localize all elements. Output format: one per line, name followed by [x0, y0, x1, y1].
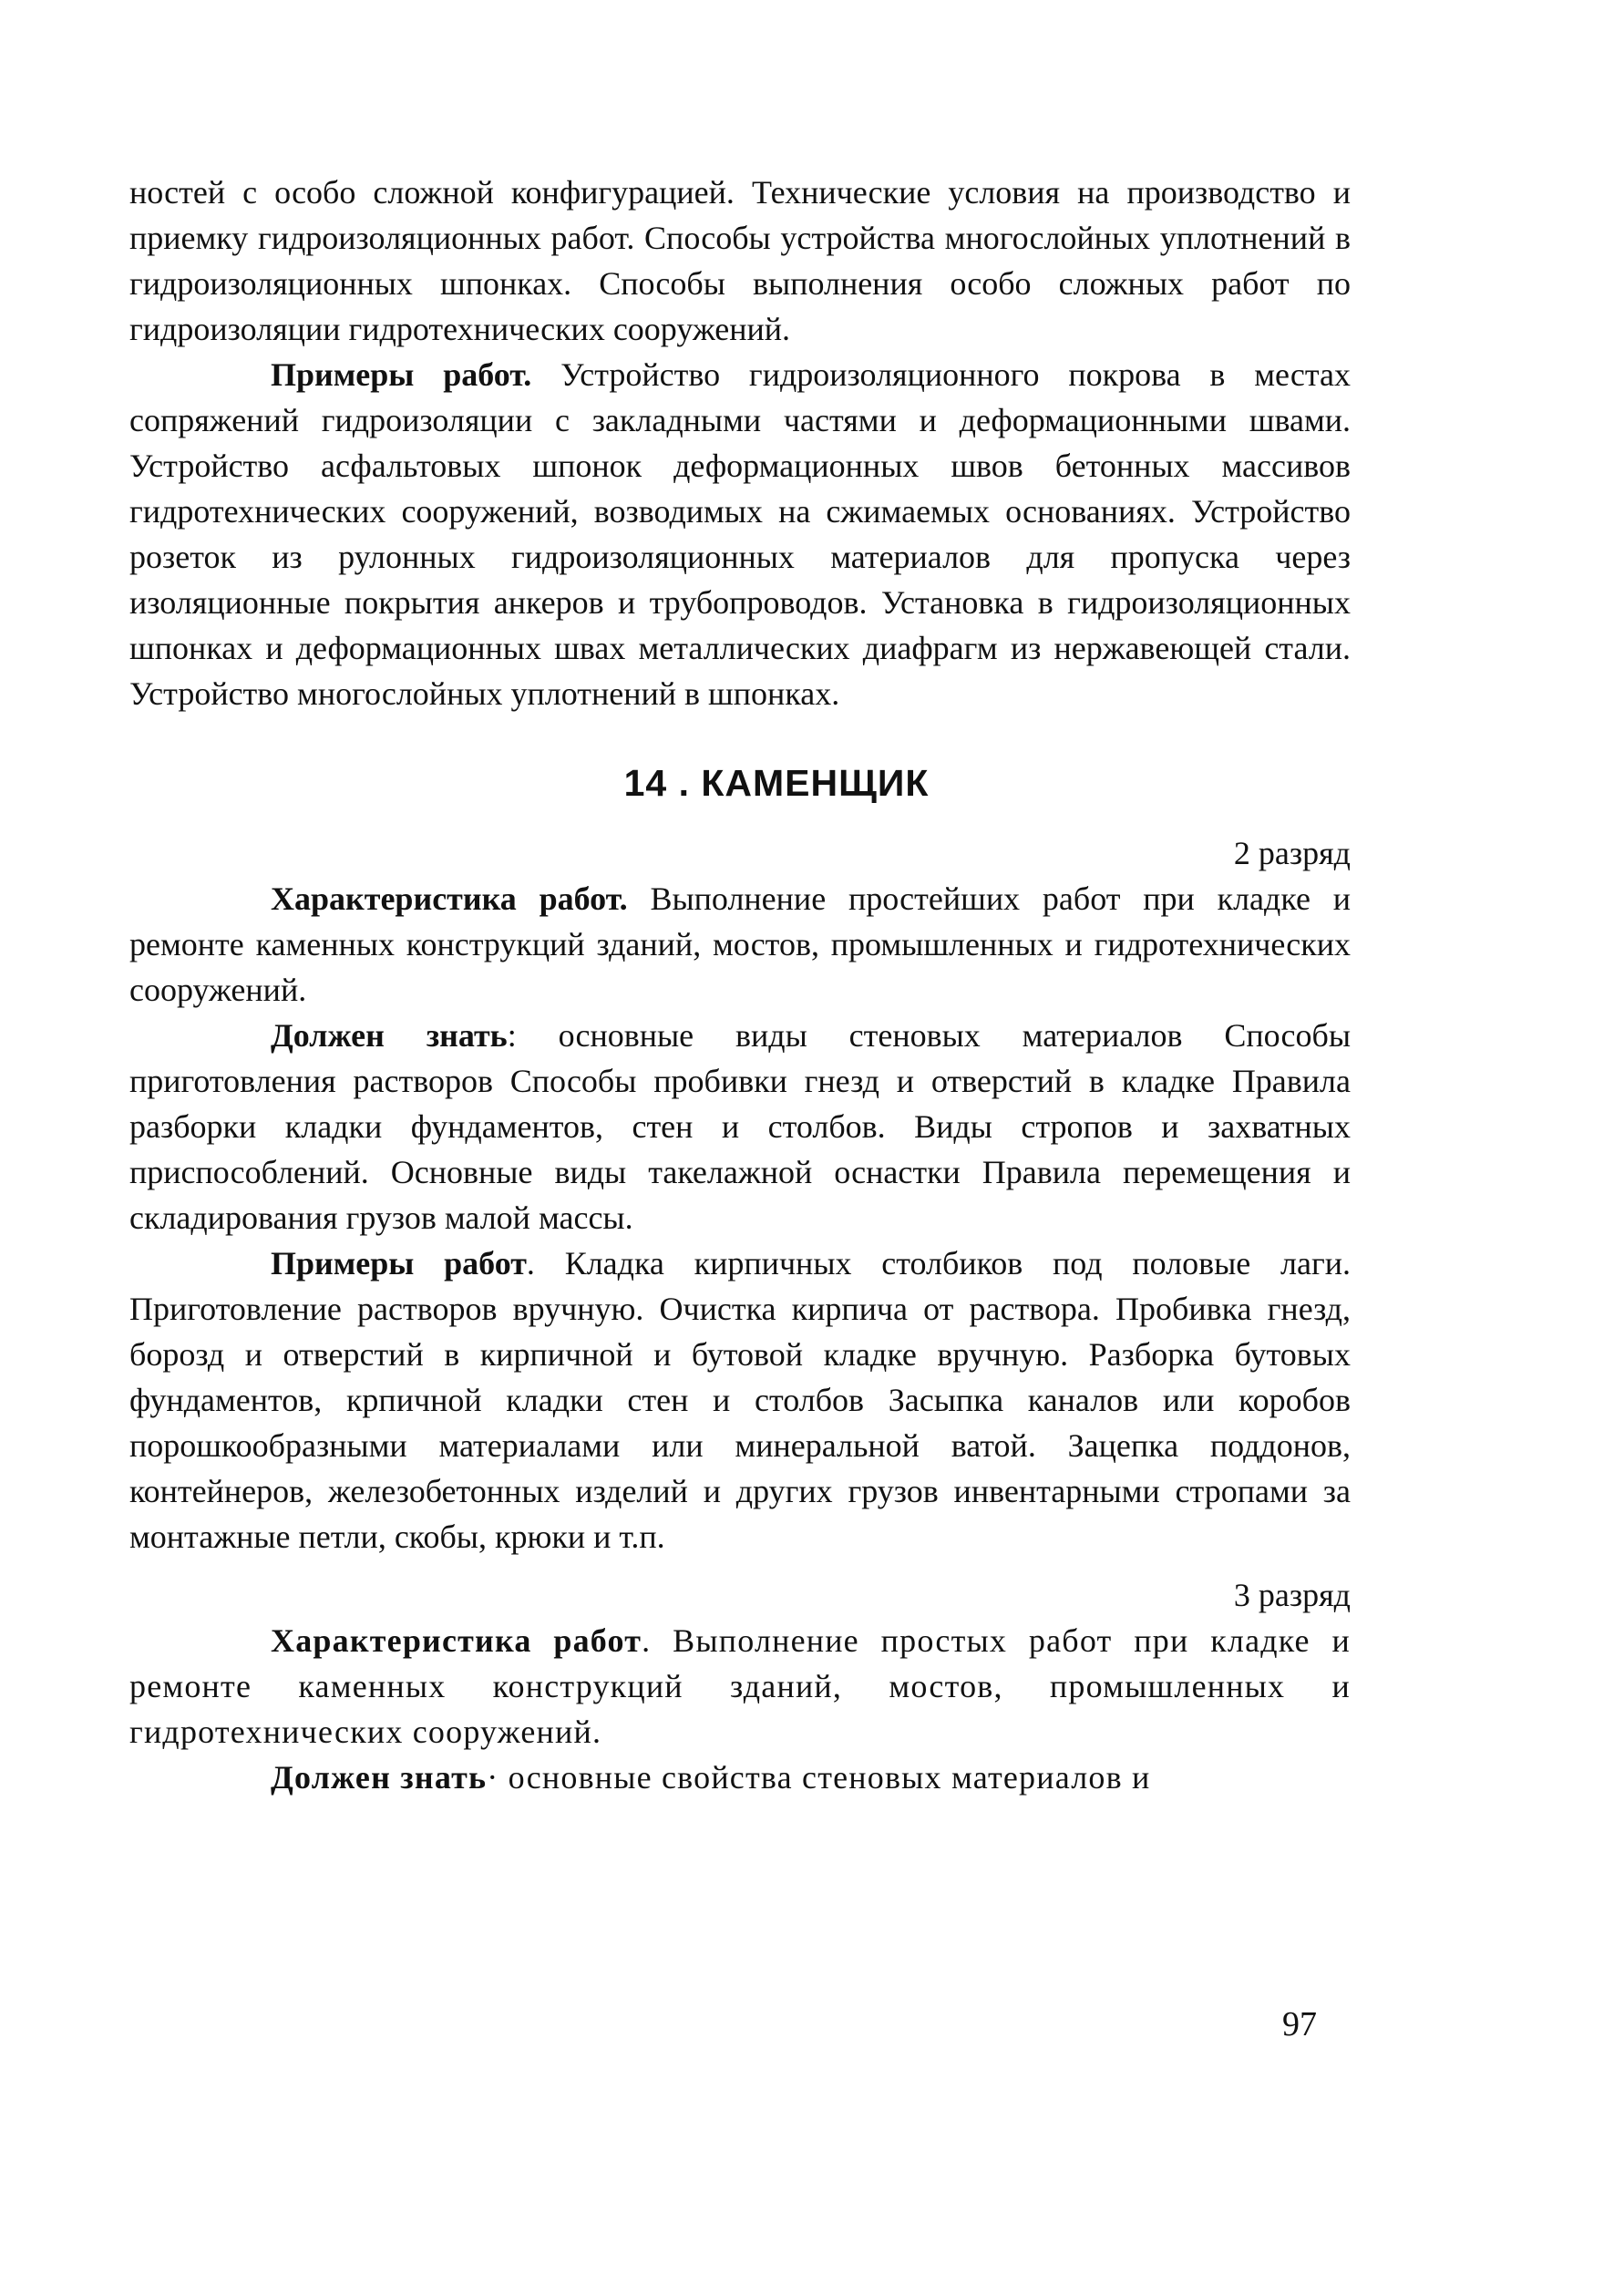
page-number: 97: [1282, 2005, 1317, 2043]
must-know-text: : основные виды стеновых материалов Способы приготовления растворов Способы пробивки гнезд и отверстий в кладке Правила разборки кладки фундаментов, стен и столбов. Виды стропов и захватных приспособлений. Основные виды такелажной оснастки Правила перемещения и складирования грузов малой массы.: [129, 1017, 1352, 1236]
characteristic-lead: Характеристика работ.: [271, 880, 628, 917]
must-know-lead: Должен знать: [271, 1759, 488, 1796]
characteristic-lead: Характеристика работ: [271, 1622, 642, 1659]
examples-paragraph-grade-2: [129, 1240, 1351, 1559]
examples-text: . Кладка кирпичных столбиков под половые лаги. Приготовление растворов вручную. Очистка кирпича от раствора. Пробивка гнезд, борозд и отверстий в кирпичной и бутовой кладке вручную. Разборка бутовых фундаментов, крпичной кладки стен и столбов Засыпка каналов или коробов порошкообразными материалами или минеральной ватой. Зацепка поддонов, контейнеров, железобетонных изделий и других грузов инвентарными стропами за монтажные петли, скобы, крюки и т.п.: [129, 1245, 1351, 1555]
characteristic-text: Выполнение простейших работ при кладке и ремонте каменных конструкций зданий, мостов, промышленных и гидротехнических сооружений.: [129, 880, 1352, 1008]
examples-lead: Примеры работ.: [271, 356, 532, 393]
characteristic-text: . Выполнение простых работ при кладке и ремонте каменных конструкций зданий, мостов, промышленных и гидротехнических сооружений.: [129, 1622, 1352, 1750]
text-column: [129, 170, 1351, 1800]
examples-lead: Примеры работ: [271, 1245, 527, 1281]
characteristic-paragraph-grade-3: [129, 1618, 1351, 1755]
must-know-paragraph-grade-3: [129, 1755, 1351, 1800]
section-title: 14 . КАМЕНЩИК: [623, 762, 930, 804]
examples-text: Устройство гидроизоляционного покрова в местах сопряжений гидроизоляции с закладными частями и деформационными швами. Устройство асфальтовых шпонок деформационных швов бетонных массивов гидротехнических сооружений, возводимых на сжимаемых основаниях. Устройство розеток из рулонных гидроизоляционных материалов для пропуска через изоляционные покрытия анкеров и трубопроводов. Установка в гидроизоляционных шпонках и деформационных швах металлических диафрагм из нержавеющей стали. Устройство многослойных уплотнений в шпонках.: [129, 356, 1352, 712]
grade-label-2: 2 разряд: [1233, 835, 1351, 871]
intro-paragraph: ностей с особо сложной конфигурацией. Технические условия на производство и приемку гидроизоляционных работ. Способы устройства многослойных уплотнений в гидроизоляционных шпонках. Способы выполнения особо сложных работ по гидроизоляции гидротехнических сооружений.: [129, 174, 1351, 347]
must-know-lead: Должен знать: [271, 1017, 508, 1054]
characteristic-paragraph-grade-2: [129, 876, 1351, 1013]
must-know-text: · основные свойства стеновых материалов и: [487, 1759, 1151, 1796]
grade-label-3: 3 разряд: [1233, 1577, 1351, 1613]
must-know-paragraph-grade-2: [129, 1013, 1351, 1240]
examples-paragraph-insulation: [129, 352, 1351, 716]
